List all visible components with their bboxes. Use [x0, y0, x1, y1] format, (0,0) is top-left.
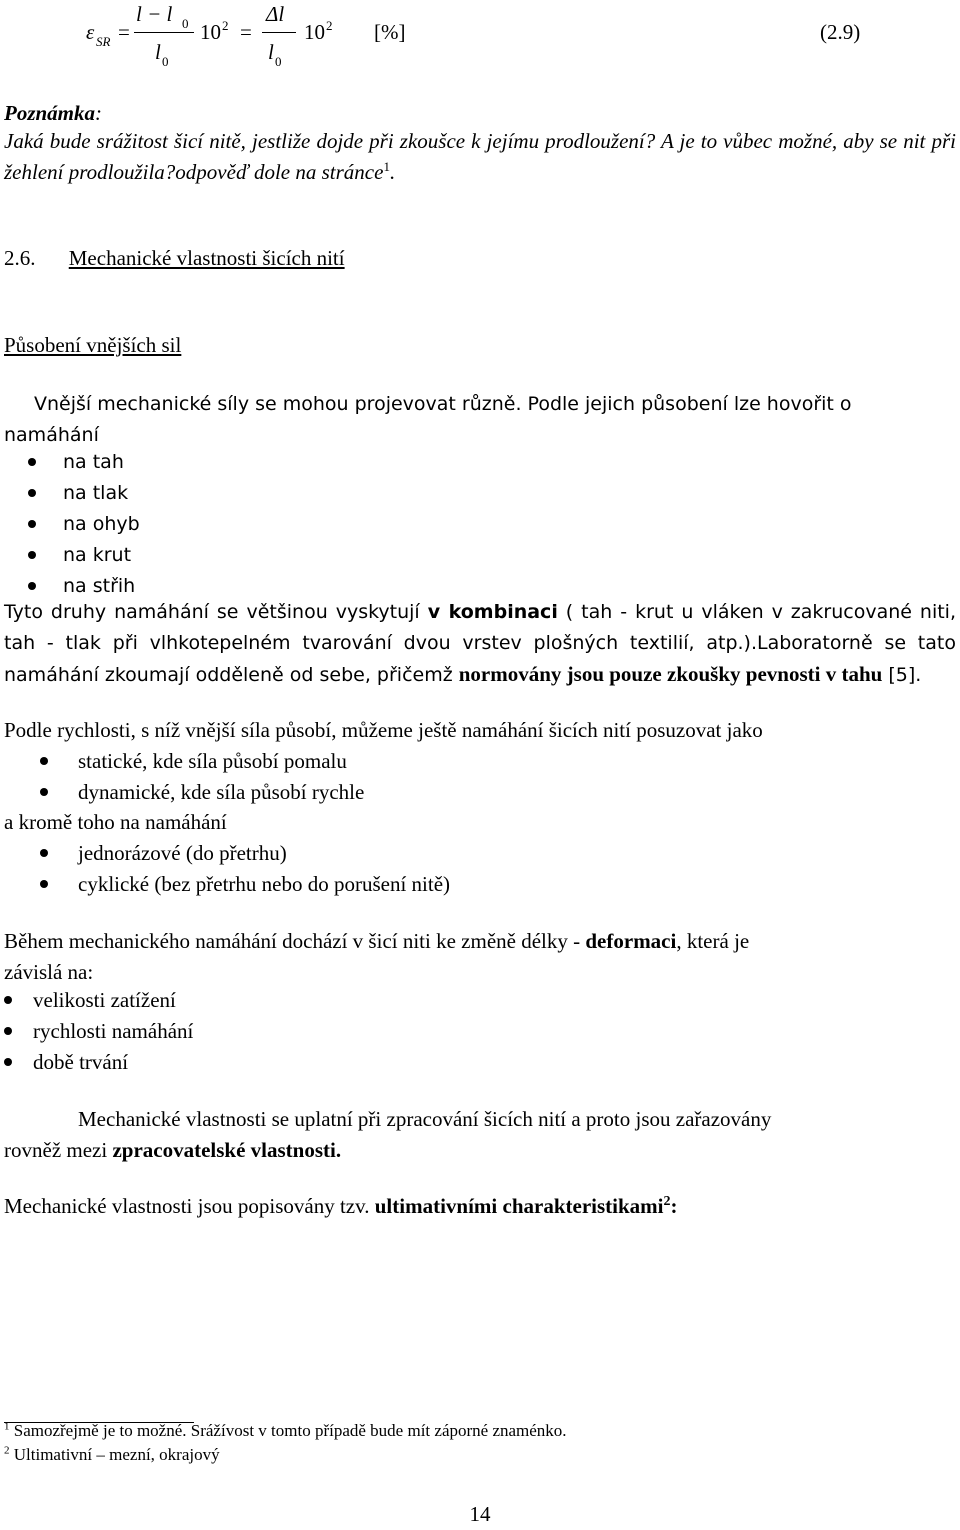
para5-line2: závislá na:: [4, 960, 94, 984]
factor2-exponent: 2: [326, 18, 333, 33]
section-title: Mechanické vlastnosti šicích nití: [68, 246, 345, 270]
subsection-title: Působení vnějších sil: [4, 333, 182, 357]
para2: Tyto druhy namáhání se většinou vyskytují v kombinaci ( tah - krut u vláken v zakrucované niti, tah - tlak při vlhkotepelném tvarování dvou vrstev plošných textilií, atp.).Laboratorně se tato namáhání zkoumají odděleně od sebe, přičemž normovány jsou pouze zkoušky pevnosti v tahu [5].: [4, 601, 957, 686]
section-number: 2.6.: [4, 246, 36, 270]
para5-line1: Během mechanického namáhání dochází v šicí niti ke změně délky - deformaci, která je: [4, 929, 750, 953]
factor2: 10: [304, 20, 325, 44]
emphasis-kombinace: v kombinaci: [427, 601, 558, 623]
emphasis-deformace: deformaci: [585, 929, 677, 953]
list-cycle: [40, 838, 450, 900]
list-dependency: [4, 985, 193, 1078]
epsilon-subscript: SR: [96, 34, 111, 49]
fraction2-denominator-sub: 0: [275, 54, 282, 69]
list-speed: [40, 746, 364, 808]
emphasis-normovany: normovány jsou pouze zkoušky pevnosti v tahu: [458, 662, 883, 686]
list-item: na tah: [28, 447, 140, 478]
epsilon-symbol: ε: [86, 20, 95, 44]
equation-2-9: [0, 0, 960, 80]
para4: a kromě toho na namáhání: [4, 810, 227, 834]
fraction1-line: [134, 32, 194, 33]
list-loads: [28, 447, 140, 602]
bullet-icon: [28, 489, 36, 497]
emphasis-zpracovatelske: zpracovatelské vlastnosti.: [112, 1138, 342, 1162]
equals-sign-2: =: [240, 20, 252, 44]
equation-number: (2.9): [820, 20, 861, 44]
equals-sign: =: [118, 20, 130, 44]
fraction2-denominator: l: [268, 40, 274, 64]
para1-line2: namáhání: [4, 424, 99, 446]
list-item: na střih: [28, 571, 140, 602]
bullet-icon: [28, 551, 36, 559]
para7: Mechanické vlastnosti jsou popisovány tzv. ultimativními charakteristikami$^2$:: [4, 1194, 678, 1218]
list-item: jednorázové (do přetrhu): [40, 838, 450, 869]
bullet-icon: [40, 849, 48, 857]
note-end: .: [389, 160, 396, 184]
footnote-2: $^2$ Ultimativní – mezní, okrajový: [4, 1444, 220, 1464]
para6-line2: rovněž mezi zpracovatelské vlastnosti.: [4, 1138, 342, 1162]
note-heading-line: [4, 98, 956, 129]
list-item: rychlosti namáhání: [4, 1016, 193, 1047]
fraction1-denominator: l: [155, 40, 161, 64]
bullet-icon: [4, 996, 12, 1004]
bullet-icon: [40, 757, 48, 765]
section-heading: [4, 243, 345, 274]
footnote-ref-2[interactable]: 2: [663, 1194, 671, 1209]
list-item: dynamické, kde síla působí rychle: [40, 777, 364, 808]
note-heading: Poznámka: [4, 101, 96, 125]
list-item: na tlak: [28, 478, 140, 509]
bullet-icon: [28, 458, 36, 466]
unit-percent: [%]: [374, 20, 406, 44]
list-item: statické, kde síla působí pomalu: [40, 746, 364, 777]
para6-line1: Mechanické vlastnosti se uplatní při zpracování šicích nití a proto jsou zařazovány: [78, 1107, 772, 1131]
emphasis-ultimativni: ultimativními charakteristikami: [374, 1194, 664, 1218]
list-item: na ohyb: [28, 509, 140, 540]
footnote-ref-1[interactable]: 1: [383, 159, 390, 174]
factor1-exponent: 2: [222, 18, 229, 33]
para3: Podle rychlosti, s níž vnější síla působí, můžeme ještě namáhání šicích nití posuzovat jako: [4, 718, 763, 742]
factor1: 10: [200, 20, 221, 44]
list-item: na krut: [28, 540, 140, 571]
bullet-icon: [28, 520, 36, 528]
note-body: Jaká bude srážitost šicí nitě, jestliže dojde při zkoušce k jejímu prodloužení? A je to vůbec možné, aby se nit při žehlení prodloužila?odpověď dole na stránce: [4, 129, 956, 184]
footnote-1: $^1$ Samozřejmě je to možné. Srážívost v tomto případě bude mít záporné znaménko.: [4, 1420, 567, 1440]
note-text: [4, 126, 956, 188]
bullet-icon: [4, 1058, 12, 1066]
page-number: 14: [469, 1502, 491, 1526]
list-item: cyklické (bez přetrhu nebo do porušení nitě): [40, 869, 450, 900]
list-item: době trvání: [4, 1047, 193, 1078]
para1-line1: Vnější mechanické síly se mohou projevovat různě. Podle jejich působení lze hovořit o: [34, 393, 852, 415]
note-colon: :: [95, 101, 103, 125]
bullet-icon: [4, 1027, 12, 1035]
bullet-icon: [40, 788, 48, 796]
fraction2-line: [262, 32, 296, 33]
bullet-icon: [40, 880, 48, 888]
list-item: velikosti zatížení: [4, 985, 193, 1016]
fraction1-numerator-sub: 0: [182, 16, 189, 31]
fraction1-denominator-sub: 0: [162, 54, 169, 69]
fraction2-numerator: Δl: [266, 2, 285, 26]
fraction1-numerator: l − l: [136, 2, 173, 26]
bullet-icon: [28, 582, 36, 590]
